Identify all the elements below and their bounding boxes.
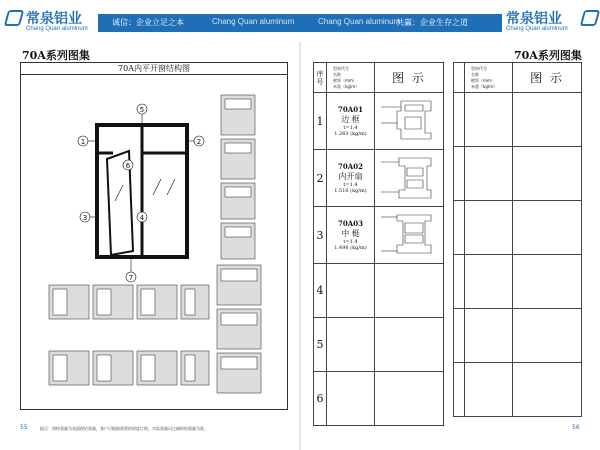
page-gutter	[299, 0, 301, 450]
header-label: 型材代号	[333, 65, 349, 71]
profile-70a02-section	[375, 150, 443, 202]
callout-5-label: 5	[139, 106, 145, 114]
catalog-table-right	[453, 62, 582, 417]
brand-logo-left	[4, 6, 100, 38]
footnote: 提示：图样重量为表面理论重量，客户可根据需要的厚度订购，实际重量以过磅时的重量为准。	[40, 426, 208, 431]
table-header	[314, 63, 444, 93]
profile-code: 70A02	[338, 162, 363, 171]
callout-3-label: 3	[82, 214, 88, 222]
figure-header: 图 示	[375, 63, 444, 93]
header-label: 名称	[333, 71, 341, 77]
profile-info	[327, 264, 375, 318]
structure-title: 70A内平开窗结构图	[21, 63, 287, 75]
brand-name-en: Chang Quan aluminum	[26, 26, 88, 32]
profile-70a03-section	[375, 207, 443, 259]
slogan-left-en: Chang Quan aluminum	[212, 17, 295, 26]
seq-header: 序号	[314, 63, 327, 93]
callout-1-label: 1	[80, 138, 86, 146]
table-row	[314, 372, 444, 426]
left-series-title: 70A系列图集	[22, 49, 90, 62]
profile-info	[327, 150, 375, 207]
table-row	[314, 207, 444, 264]
slogan-right: 共赢：企业生存之道	[396, 18, 468, 27]
profile-drawing	[375, 207, 444, 264]
profile-thickness: t=1.4	[343, 125, 358, 131]
row-number: 2	[314, 150, 327, 207]
profile-info	[327, 372, 375, 426]
brand-name: 常泉铝业	[26, 11, 82, 27]
profile-info	[327, 93, 375, 150]
profile-weight: 1.516 (kg/m)	[334, 188, 367, 194]
profile-name: 内开扇	[338, 172, 363, 181]
table-row	[314, 318, 444, 372]
profile-drawing	[375, 372, 444, 426]
table-row	[314, 150, 444, 207]
row-number: 4	[314, 264, 327, 318]
profile-drawing	[375, 150, 444, 207]
right-series-title: 70A系列图集	[514, 49, 582, 62]
page-number-right: 56	[572, 424, 580, 431]
profile-name: 边 框	[341, 115, 360, 124]
profile-name: 中 梃	[341, 229, 360, 238]
profile-drawing	[375, 93, 444, 150]
logo-mark-icon	[4, 10, 24, 26]
header-band	[0, 0, 600, 42]
header-label: 米重（kg/m）	[333, 83, 360, 89]
page-number-left: 55	[20, 424, 28, 431]
profile-weight: 1.498 (kg/m)	[334, 245, 367, 251]
seq-header	[454, 63, 465, 93]
profile-drawing	[375, 318, 444, 372]
brand-logo-right	[506, 6, 600, 38]
header-label: 型材代号	[471, 65, 487, 71]
header-label: 米重（kg/m）	[471, 83, 498, 89]
attr-header	[327, 63, 375, 93]
brand-name: 常泉铝业	[506, 11, 562, 27]
callout-7-label: 7	[128, 274, 134, 282]
table-row	[314, 93, 444, 150]
row-number: 1	[314, 93, 327, 150]
row-number: 5	[314, 318, 327, 372]
row-number: 6	[314, 372, 327, 426]
profile-drawing	[375, 264, 444, 318]
callout-6-label: 6	[125, 162, 131, 170]
callout-2-label: 2	[196, 138, 202, 146]
profile-code: 70A01	[338, 105, 363, 114]
header-label: 壁厚（mm）	[471, 77, 495, 83]
figure-header: 图 示	[513, 63, 582, 93]
window-structure-diagram	[21, 75, 287, 409]
window-elevation	[97, 125, 187, 257]
profile-thickness: t=1.4	[343, 239, 358, 245]
table-header	[454, 63, 582, 93]
profile-code: 70A03	[338, 219, 363, 228]
header-label: 名称	[471, 71, 479, 77]
header-label: 壁厚（mm）	[333, 77, 357, 83]
profile-weight: 1.263 (kg/m)	[334, 131, 367, 137]
profile-info	[327, 318, 375, 372]
callout-4-label: 4	[139, 214, 145, 222]
logo-mark-icon	[580, 10, 600, 26]
attr-header	[465, 63, 513, 93]
slogan-right-en: Chang Quan aluminum	[318, 17, 401, 26]
profile-thickness: t=1.4	[343, 182, 358, 188]
profile-info	[327, 207, 375, 264]
catalog-table-left	[313, 62, 444, 426]
brand-name-en: Chang Quan aluminum	[506, 26, 568, 32]
slogan-left: 诚信：企业立足之本	[112, 18, 184, 27]
row-number: 3	[314, 207, 327, 264]
table-row	[314, 264, 444, 318]
structure-panel	[20, 62, 288, 410]
profile-70a01-section	[375, 93, 443, 145]
